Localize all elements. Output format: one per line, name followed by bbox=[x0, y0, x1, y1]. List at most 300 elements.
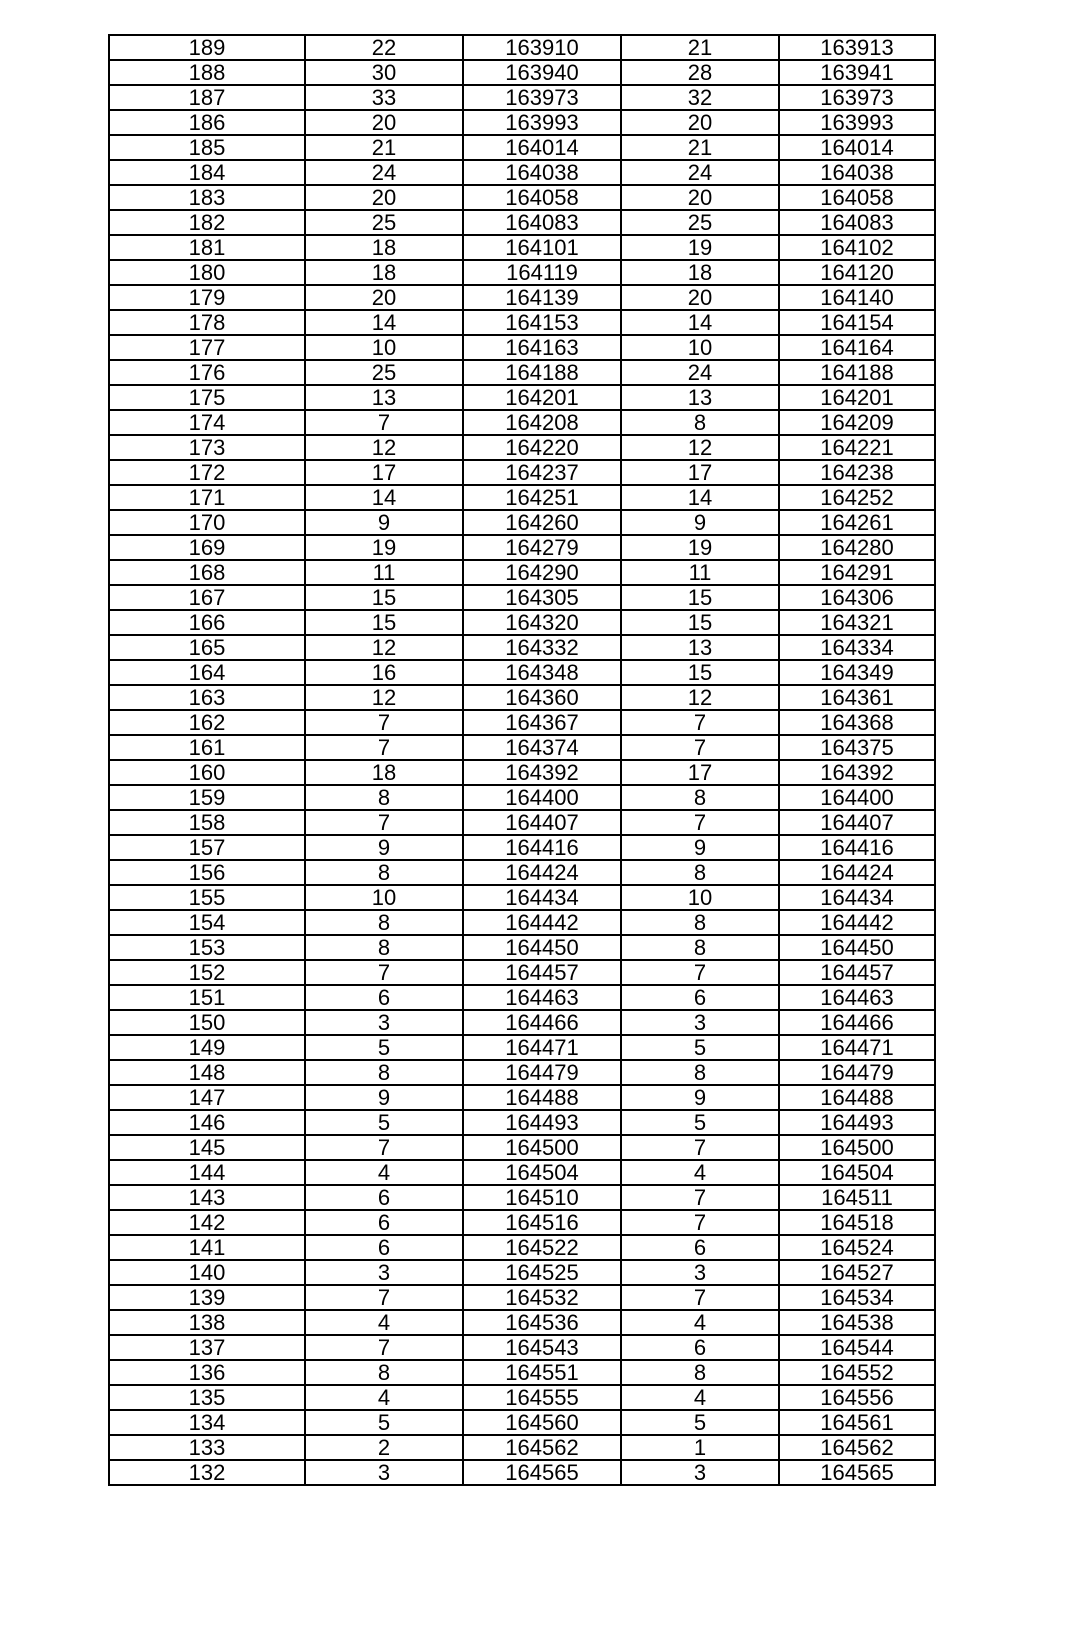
score-cell: 167 bbox=[109, 585, 305, 610]
score-cell: 149 bbox=[109, 1035, 305, 1060]
count-cell-2: 19 bbox=[621, 235, 779, 260]
count-cell: 25 bbox=[305, 360, 463, 385]
count-cell: 22 bbox=[305, 35, 463, 60]
score-cell: 133 bbox=[109, 1435, 305, 1460]
count-cell-2: 8 bbox=[621, 410, 779, 435]
table-row bbox=[109, 1110, 935, 1135]
count-cell-2: 9 bbox=[621, 835, 779, 860]
score-cell: 174 bbox=[109, 410, 305, 435]
score-cell: 182 bbox=[109, 210, 305, 235]
count-cell: 4 bbox=[305, 1310, 463, 1335]
table-row bbox=[109, 610, 935, 635]
table-row bbox=[109, 485, 935, 510]
count-cell: 4 bbox=[305, 1160, 463, 1185]
score-cell: 188 bbox=[109, 60, 305, 85]
cumulative-cell-2: 164527 bbox=[779, 1260, 935, 1285]
score-cell: 181 bbox=[109, 235, 305, 260]
cumulative-cell-2: 164102 bbox=[779, 235, 935, 260]
cumulative-cell: 164488 bbox=[463, 1085, 621, 1110]
count-cell: 2 bbox=[305, 1435, 463, 1460]
count-cell: 16 bbox=[305, 660, 463, 685]
count-cell: 33 bbox=[305, 85, 463, 110]
table-row bbox=[109, 910, 935, 935]
cumulative-cell-2: 164321 bbox=[779, 610, 935, 635]
count-cell-2: 8 bbox=[621, 1060, 779, 1085]
cumulative-cell-2: 164140 bbox=[779, 285, 935, 310]
cumulative-cell: 164153 bbox=[463, 310, 621, 335]
count-cell-2: 6 bbox=[621, 985, 779, 1010]
count-cell: 15 bbox=[305, 610, 463, 635]
cumulative-cell-2: 164471 bbox=[779, 1035, 935, 1060]
count-cell: 8 bbox=[305, 1360, 463, 1385]
table-row bbox=[109, 385, 935, 410]
count-cell-2: 7 bbox=[621, 710, 779, 735]
cumulative-cell-2: 164252 bbox=[779, 485, 935, 510]
count-cell: 3 bbox=[305, 1010, 463, 1035]
score-cell: 173 bbox=[109, 435, 305, 460]
score-cell: 144 bbox=[109, 1160, 305, 1185]
cumulative-cell-2: 164511 bbox=[779, 1185, 935, 1210]
count-cell-2: 21 bbox=[621, 135, 779, 160]
count-cell-2: 8 bbox=[621, 1360, 779, 1385]
count-cell-2: 4 bbox=[621, 1160, 779, 1185]
count-cell-2: 7 bbox=[621, 810, 779, 835]
cumulative-cell-2: 164291 bbox=[779, 560, 935, 585]
cumulative-cell: 164434 bbox=[463, 885, 621, 910]
cumulative-cell: 164532 bbox=[463, 1285, 621, 1310]
score-cell: 163 bbox=[109, 685, 305, 710]
table-row bbox=[109, 85, 935, 110]
count-cell-2: 4 bbox=[621, 1385, 779, 1410]
count-cell-2: 17 bbox=[621, 760, 779, 785]
count-cell: 7 bbox=[305, 1135, 463, 1160]
cumulative-cell-2: 164164 bbox=[779, 335, 935, 360]
count-cell: 5 bbox=[305, 1410, 463, 1435]
count-cell-2: 20 bbox=[621, 110, 779, 135]
cumulative-cell: 164320 bbox=[463, 610, 621, 635]
table-row bbox=[109, 760, 935, 785]
cumulative-cell-2: 164349 bbox=[779, 660, 935, 685]
cumulative-cell: 164260 bbox=[463, 510, 621, 535]
table-row bbox=[109, 435, 935, 460]
cumulative-cell-2: 164434 bbox=[779, 885, 935, 910]
cumulative-cell: 164522 bbox=[463, 1235, 621, 1260]
cumulative-cell-2: 164493 bbox=[779, 1110, 935, 1135]
cumulative-cell-2: 164038 bbox=[779, 160, 935, 185]
score-table bbox=[108, 34, 936, 1486]
count-cell: 7 bbox=[305, 1285, 463, 1310]
count-cell-2: 12 bbox=[621, 435, 779, 460]
score-cell: 153 bbox=[109, 935, 305, 960]
table-row bbox=[109, 835, 935, 860]
cumulative-cell-2: 163993 bbox=[779, 110, 935, 135]
cumulative-cell: 164014 bbox=[463, 135, 621, 160]
score-cell: 170 bbox=[109, 510, 305, 535]
cumulative-cell: 164471 bbox=[463, 1035, 621, 1060]
count-cell: 3 bbox=[305, 1460, 463, 1485]
cumulative-cell-2: 164561 bbox=[779, 1410, 935, 1435]
cumulative-cell: 164360 bbox=[463, 685, 621, 710]
score-cell: 166 bbox=[109, 610, 305, 635]
count-cell-2: 15 bbox=[621, 660, 779, 685]
score-cell: 161 bbox=[109, 735, 305, 760]
table-row bbox=[109, 1160, 935, 1185]
score-cell: 164 bbox=[109, 660, 305, 685]
cumulative-cell: 164565 bbox=[463, 1460, 621, 1485]
count-cell-2: 7 bbox=[621, 960, 779, 985]
cumulative-cell: 164407 bbox=[463, 810, 621, 835]
cumulative-cell: 164220 bbox=[463, 435, 621, 460]
count-cell: 18 bbox=[305, 760, 463, 785]
count-cell-2: 5 bbox=[621, 1035, 779, 1060]
table-row bbox=[109, 1435, 935, 1460]
table-row bbox=[109, 260, 935, 285]
count-cell: 20 bbox=[305, 185, 463, 210]
count-cell: 14 bbox=[305, 485, 463, 510]
table-row bbox=[109, 460, 935, 485]
cumulative-cell: 164139 bbox=[463, 285, 621, 310]
score-cell: 145 bbox=[109, 1135, 305, 1160]
table-row bbox=[109, 1385, 935, 1410]
cumulative-cell-2: 164518 bbox=[779, 1210, 935, 1235]
count-cell: 12 bbox=[305, 685, 463, 710]
cumulative-cell: 164510 bbox=[463, 1185, 621, 1210]
count-cell-2: 5 bbox=[621, 1110, 779, 1135]
cumulative-cell-2: 164552 bbox=[779, 1360, 935, 1385]
cumulative-cell-2: 164058 bbox=[779, 185, 935, 210]
table-row bbox=[109, 160, 935, 185]
cumulative-cell: 164560 bbox=[463, 1410, 621, 1435]
count-cell-2: 8 bbox=[621, 935, 779, 960]
count-cell-2: 10 bbox=[621, 885, 779, 910]
cumulative-cell-2: 164400 bbox=[779, 785, 935, 810]
count-cell-2: 9 bbox=[621, 510, 779, 535]
score-cell: 169 bbox=[109, 535, 305, 560]
score-cell: 154 bbox=[109, 910, 305, 935]
cumulative-cell: 164457 bbox=[463, 960, 621, 985]
cumulative-cell-2: 164466 bbox=[779, 1010, 935, 1035]
score-cell: 138 bbox=[109, 1310, 305, 1335]
cumulative-cell: 164058 bbox=[463, 185, 621, 210]
table-row bbox=[109, 985, 935, 1010]
cumulative-cell-2: 164083 bbox=[779, 210, 935, 235]
score-cell: 189 bbox=[109, 35, 305, 60]
table-row bbox=[109, 885, 935, 910]
cumulative-cell: 164101 bbox=[463, 235, 621, 260]
score-cell: 180 bbox=[109, 260, 305, 285]
table-row bbox=[109, 660, 935, 685]
table-row bbox=[109, 935, 935, 960]
count-cell: 7 bbox=[305, 735, 463, 760]
count-cell-2: 15 bbox=[621, 585, 779, 610]
count-cell: 3 bbox=[305, 1260, 463, 1285]
table-row bbox=[109, 510, 935, 535]
score-table-body bbox=[109, 35, 935, 1485]
count-cell: 5 bbox=[305, 1110, 463, 1135]
table-row bbox=[109, 410, 935, 435]
score-cell: 165 bbox=[109, 635, 305, 660]
count-cell: 8 bbox=[305, 935, 463, 960]
cumulative-cell-2: 164306 bbox=[779, 585, 935, 610]
cumulative-cell-2: 164368 bbox=[779, 710, 935, 735]
cumulative-cell-2: 164488 bbox=[779, 1085, 935, 1110]
table-row bbox=[109, 135, 935, 160]
count-cell: 18 bbox=[305, 235, 463, 260]
cumulative-cell-2: 164221 bbox=[779, 435, 935, 460]
count-cell: 7 bbox=[305, 810, 463, 835]
count-cell-2: 4 bbox=[621, 1310, 779, 1335]
table-row bbox=[109, 1310, 935, 1335]
cumulative-cell: 164500 bbox=[463, 1135, 621, 1160]
score-cell: 148 bbox=[109, 1060, 305, 1085]
count-cell-2: 6 bbox=[621, 1335, 779, 1360]
table-row bbox=[109, 560, 935, 585]
cumulative-cell: 164400 bbox=[463, 785, 621, 810]
cumulative-cell: 164466 bbox=[463, 1010, 621, 1035]
count-cell: 9 bbox=[305, 510, 463, 535]
score-cell: 143 bbox=[109, 1185, 305, 1210]
cumulative-cell-2: 163973 bbox=[779, 85, 935, 110]
count-cell: 13 bbox=[305, 385, 463, 410]
cumulative-cell: 164374 bbox=[463, 735, 621, 760]
cumulative-cell-2: 164479 bbox=[779, 1060, 935, 1085]
cumulative-cell: 164551 bbox=[463, 1360, 621, 1385]
cumulative-cell-2: 164524 bbox=[779, 1235, 935, 1260]
count-cell-2: 18 bbox=[621, 260, 779, 285]
count-cell-2: 13 bbox=[621, 385, 779, 410]
count-cell-2: 9 bbox=[621, 1085, 779, 1110]
cumulative-cell-2: 164504 bbox=[779, 1160, 935, 1185]
count-cell: 10 bbox=[305, 885, 463, 910]
cumulative-cell-2: 164538 bbox=[779, 1310, 935, 1335]
cumulative-cell: 164188 bbox=[463, 360, 621, 385]
cumulative-cell: 164038 bbox=[463, 160, 621, 185]
cumulative-cell-2: 164334 bbox=[779, 635, 935, 660]
table-row bbox=[109, 60, 935, 85]
table-row bbox=[109, 285, 935, 310]
score-cell: 162 bbox=[109, 710, 305, 735]
cumulative-cell: 164479 bbox=[463, 1060, 621, 1085]
count-cell-2: 13 bbox=[621, 635, 779, 660]
count-cell-2: 17 bbox=[621, 460, 779, 485]
cumulative-cell-2: 164014 bbox=[779, 135, 935, 160]
table-row bbox=[109, 235, 935, 260]
cumulative-cell: 164504 bbox=[463, 1160, 621, 1185]
count-cell: 18 bbox=[305, 260, 463, 285]
cumulative-cell: 164208 bbox=[463, 410, 621, 435]
table-row bbox=[109, 1460, 935, 1485]
count-cell-2: 24 bbox=[621, 360, 779, 385]
cumulative-cell: 164083 bbox=[463, 210, 621, 235]
cumulative-cell-2: 163913 bbox=[779, 35, 935, 60]
count-cell-2: 21 bbox=[621, 35, 779, 60]
count-cell: 12 bbox=[305, 435, 463, 460]
count-cell: 30 bbox=[305, 60, 463, 85]
cumulative-cell: 164348 bbox=[463, 660, 621, 685]
cumulative-cell-2: 164361 bbox=[779, 685, 935, 710]
cumulative-cell-2: 164280 bbox=[779, 535, 935, 560]
count-cell: 10 bbox=[305, 335, 463, 360]
cumulative-cell-2: 164500 bbox=[779, 1135, 935, 1160]
count-cell: 12 bbox=[305, 635, 463, 660]
score-cell: 147 bbox=[109, 1085, 305, 1110]
table-row bbox=[109, 535, 935, 560]
count-cell: 7 bbox=[305, 960, 463, 985]
count-cell-2: 10 bbox=[621, 335, 779, 360]
count-cell: 25 bbox=[305, 210, 463, 235]
count-cell: 21 bbox=[305, 135, 463, 160]
score-cell: 141 bbox=[109, 1235, 305, 1260]
cumulative-cell-2: 164261 bbox=[779, 510, 935, 535]
table-row bbox=[109, 810, 935, 835]
count-cell: 6 bbox=[305, 1210, 463, 1235]
score-cell: 185 bbox=[109, 135, 305, 160]
count-cell: 6 bbox=[305, 1185, 463, 1210]
score-cell: 179 bbox=[109, 285, 305, 310]
count-cell-2: 20 bbox=[621, 185, 779, 210]
score-cell: 142 bbox=[109, 1210, 305, 1235]
cumulative-cell: 164163 bbox=[463, 335, 621, 360]
cumulative-cell: 164251 bbox=[463, 485, 621, 510]
score-cell: 177 bbox=[109, 335, 305, 360]
score-cell: 186 bbox=[109, 110, 305, 135]
score-cell: 135 bbox=[109, 1385, 305, 1410]
cumulative-cell-2: 164442 bbox=[779, 910, 935, 935]
cumulative-cell: 164516 bbox=[463, 1210, 621, 1235]
count-cell-2: 7 bbox=[621, 1285, 779, 1310]
score-cell: 134 bbox=[109, 1410, 305, 1435]
cumulative-cell: 164392 bbox=[463, 760, 621, 785]
count-cell-2: 7 bbox=[621, 1210, 779, 1235]
cumulative-cell-2: 164457 bbox=[779, 960, 935, 985]
cumulative-cell: 164543 bbox=[463, 1335, 621, 1360]
count-cell: 7 bbox=[305, 410, 463, 435]
count-cell: 8 bbox=[305, 1060, 463, 1085]
cumulative-cell: 164367 bbox=[463, 710, 621, 735]
table-row bbox=[109, 1060, 935, 1085]
cumulative-cell: 164450 bbox=[463, 935, 621, 960]
count-cell-2: 20 bbox=[621, 285, 779, 310]
count-cell-2: 3 bbox=[621, 1260, 779, 1285]
count-cell: 5 bbox=[305, 1035, 463, 1060]
count-cell: 8 bbox=[305, 860, 463, 885]
cumulative-cell: 163940 bbox=[463, 60, 621, 85]
cumulative-cell-2: 164424 bbox=[779, 860, 935, 885]
table-row bbox=[109, 1285, 935, 1310]
score-cell: 159 bbox=[109, 785, 305, 810]
cumulative-cell: 164290 bbox=[463, 560, 621, 585]
count-cell: 15 bbox=[305, 585, 463, 610]
cumulative-cell: 164416 bbox=[463, 835, 621, 860]
cumulative-cell-2: 164416 bbox=[779, 835, 935, 860]
count-cell-2: 15 bbox=[621, 610, 779, 635]
cumulative-cell-2: 163941 bbox=[779, 60, 935, 85]
score-cell: 183 bbox=[109, 185, 305, 210]
count-cell: 6 bbox=[305, 985, 463, 1010]
count-cell: 6 bbox=[305, 1235, 463, 1260]
count-cell: 9 bbox=[305, 1085, 463, 1110]
table-row bbox=[109, 1210, 935, 1235]
cumulative-cell-2: 164556 bbox=[779, 1385, 935, 1410]
table-row bbox=[109, 1085, 935, 1110]
table-row bbox=[109, 735, 935, 760]
cumulative-cell-2: 164188 bbox=[779, 360, 935, 385]
score-cell: 156 bbox=[109, 860, 305, 885]
score-cell: 184 bbox=[109, 160, 305, 185]
count-cell-2: 8 bbox=[621, 910, 779, 935]
count-cell-2: 8 bbox=[621, 785, 779, 810]
table-row bbox=[109, 1185, 935, 1210]
score-cell: 158 bbox=[109, 810, 305, 835]
count-cell: 7 bbox=[305, 710, 463, 735]
table-row bbox=[109, 1135, 935, 1160]
cumulative-cell-2: 164534 bbox=[779, 1285, 935, 1310]
score-cell: 155 bbox=[109, 885, 305, 910]
count-cell-2: 32 bbox=[621, 85, 779, 110]
score-cell: 150 bbox=[109, 1010, 305, 1035]
count-cell: 7 bbox=[305, 1335, 463, 1360]
table-row bbox=[109, 635, 935, 660]
cumulative-cell-2: 164375 bbox=[779, 735, 935, 760]
table-row bbox=[109, 1335, 935, 1360]
count-cell-2: 12 bbox=[621, 685, 779, 710]
cumulative-cell: 164442 bbox=[463, 910, 621, 935]
score-cell: 140 bbox=[109, 1260, 305, 1285]
cumulative-cell: 164525 bbox=[463, 1260, 621, 1285]
score-cell: 136 bbox=[109, 1360, 305, 1385]
score-cell: 137 bbox=[109, 1335, 305, 1360]
cumulative-cell-2: 164463 bbox=[779, 985, 935, 1010]
count-cell-2: 6 bbox=[621, 1235, 779, 1260]
score-cell: 160 bbox=[109, 760, 305, 785]
table-row bbox=[109, 35, 935, 60]
cumulative-cell-2: 164565 bbox=[779, 1460, 935, 1485]
table-row bbox=[109, 785, 935, 810]
score-cell: 171 bbox=[109, 485, 305, 510]
score-cell: 175 bbox=[109, 385, 305, 410]
score-cell: 187 bbox=[109, 85, 305, 110]
table-row bbox=[109, 185, 935, 210]
score-cell: 178 bbox=[109, 310, 305, 335]
count-cell-2: 5 bbox=[621, 1410, 779, 1435]
count-cell: 20 bbox=[305, 110, 463, 135]
cumulative-cell-2: 164201 bbox=[779, 385, 935, 410]
table-row bbox=[109, 310, 935, 335]
table-row bbox=[109, 360, 935, 385]
count-cell-2: 24 bbox=[621, 160, 779, 185]
count-cell-2: 28 bbox=[621, 60, 779, 85]
count-cell-2: 7 bbox=[621, 1185, 779, 1210]
score-cell: 139 bbox=[109, 1285, 305, 1310]
cumulative-cell-2: 164238 bbox=[779, 460, 935, 485]
cumulative-cell: 164424 bbox=[463, 860, 621, 885]
cumulative-cell: 164536 bbox=[463, 1310, 621, 1335]
cumulative-cell: 164562 bbox=[463, 1435, 621, 1460]
score-cell: 168 bbox=[109, 560, 305, 585]
table-row bbox=[109, 1260, 935, 1285]
count-cell-2: 14 bbox=[621, 485, 779, 510]
cumulative-cell: 164279 bbox=[463, 535, 621, 560]
cumulative-cell: 164493 bbox=[463, 1110, 621, 1135]
cumulative-cell: 164305 bbox=[463, 585, 621, 610]
table-row bbox=[109, 210, 935, 235]
count-cell: 19 bbox=[305, 535, 463, 560]
count-cell-2: 25 bbox=[621, 210, 779, 235]
count-cell: 8 bbox=[305, 785, 463, 810]
cumulative-cell: 163973 bbox=[463, 85, 621, 110]
cumulative-cell: 163993 bbox=[463, 110, 621, 135]
count-cell: 20 bbox=[305, 285, 463, 310]
